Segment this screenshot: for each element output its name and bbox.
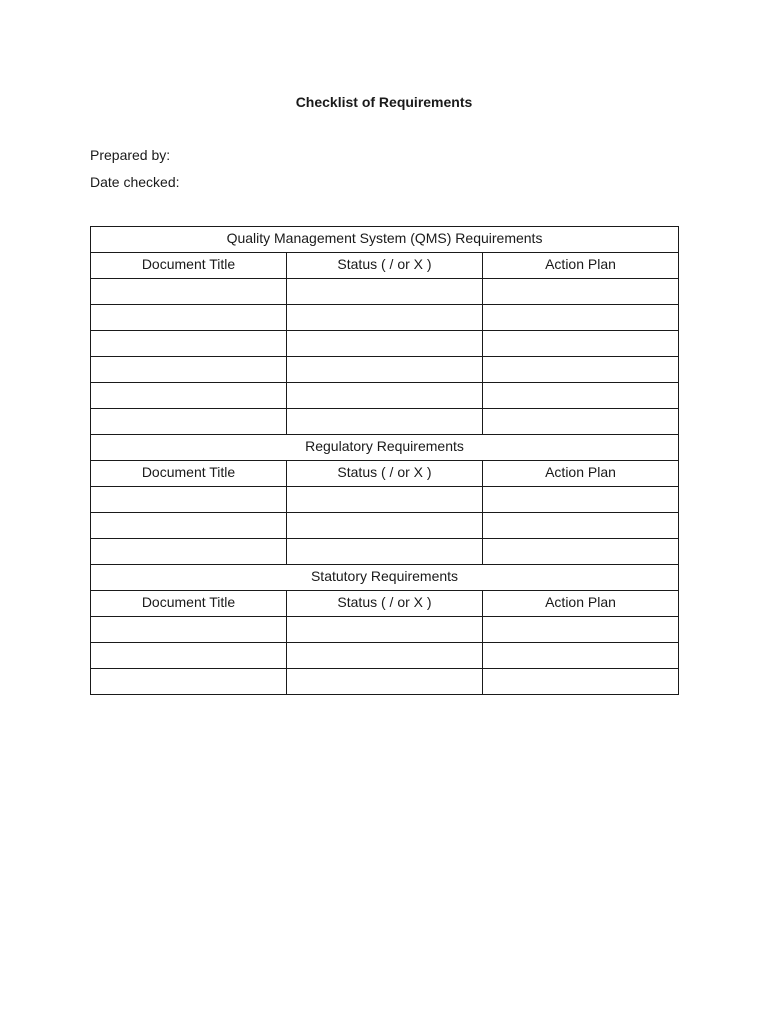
blank-entry-cell[interactable] [287,539,483,565]
blank-entry-cell[interactable] [483,643,679,669]
section-heading: Statutory Requirements [91,565,679,591]
column-header: Status ( / or X ) [287,253,483,279]
table-row [91,357,679,383]
blank-entry-cell[interactable] [483,305,679,331]
blank-entry-cell[interactable] [287,357,483,383]
blank-entry-cell[interactable] [91,513,287,539]
blank-entry-cell[interactable] [287,487,483,513]
blank-entry-cell[interactable] [91,617,287,643]
column-header: Status ( / or X ) [287,461,483,487]
column-header-row [91,461,679,487]
table-row [91,617,679,643]
blank-entry-cell[interactable] [483,539,679,565]
blank-entry-cell[interactable] [287,409,483,435]
column-header: Action Plan [483,591,679,617]
section-heading-row [91,227,679,253]
blank-entry-cell[interactable] [91,643,287,669]
column-header: Document Title [91,591,287,617]
column-header: Action Plan [483,253,679,279]
column-header-row [91,591,679,617]
table-row [91,513,679,539]
blank-entry-cell[interactable] [483,383,679,409]
blank-entry-cell[interactable] [483,279,679,305]
table-row [91,643,679,669]
blank-entry-cell[interactable] [91,409,287,435]
date-checked-label: Date checked: [90,174,180,190]
column-header: Status ( / or X ) [287,591,483,617]
section-heading-row [91,565,679,591]
blank-entry-cell[interactable] [483,617,679,643]
blank-entry-cell[interactable] [91,357,287,383]
blank-entry-cell[interactable] [287,669,483,695]
requirements-checklist-table [90,226,679,695]
blank-entry-cell[interactable] [91,539,287,565]
page-title: Checklist of Requirements [295,94,473,110]
table-row [91,383,679,409]
blank-entry-cell[interactable] [483,513,679,539]
blank-entry-cell[interactable] [91,669,287,695]
blank-entry-cell[interactable] [287,643,483,669]
blank-entry-cell[interactable] [287,331,483,357]
column-header-row [91,253,679,279]
table-row [91,487,679,513]
blank-entry-cell[interactable] [287,383,483,409]
blank-entry-cell[interactable] [287,513,483,539]
blank-entry-cell[interactable] [91,331,287,357]
prepared-by-label: Prepared by: [90,147,171,163]
blank-entry-cell[interactable] [287,279,483,305]
blank-entry-cell[interactable] [91,279,287,305]
blank-entry-cell[interactable] [287,617,483,643]
table-row [91,331,679,357]
blank-entry-cell[interactable] [91,305,287,331]
column-header: Document Title [91,253,287,279]
blank-entry-cell[interactable] [91,487,287,513]
section-heading: Quality Management System (QMS) Requirements [91,227,679,253]
blank-entry-cell[interactable] [483,669,679,695]
blank-entry-cell[interactable] [287,305,483,331]
blank-entry-cell[interactable] [483,487,679,513]
blank-entry-cell[interactable] [483,331,679,357]
table-row [91,539,679,565]
table-row [91,279,679,305]
column-header: Action Plan [483,461,679,487]
table-row [91,669,679,695]
blank-entry-cell[interactable] [91,383,287,409]
table-row [91,409,679,435]
blank-entry-cell[interactable] [483,357,679,383]
column-header: Document Title [91,461,287,487]
table-row [91,305,679,331]
section-heading: Regulatory Requirements [91,435,679,461]
blank-entry-cell[interactable] [483,409,679,435]
section-heading-row [91,435,679,461]
